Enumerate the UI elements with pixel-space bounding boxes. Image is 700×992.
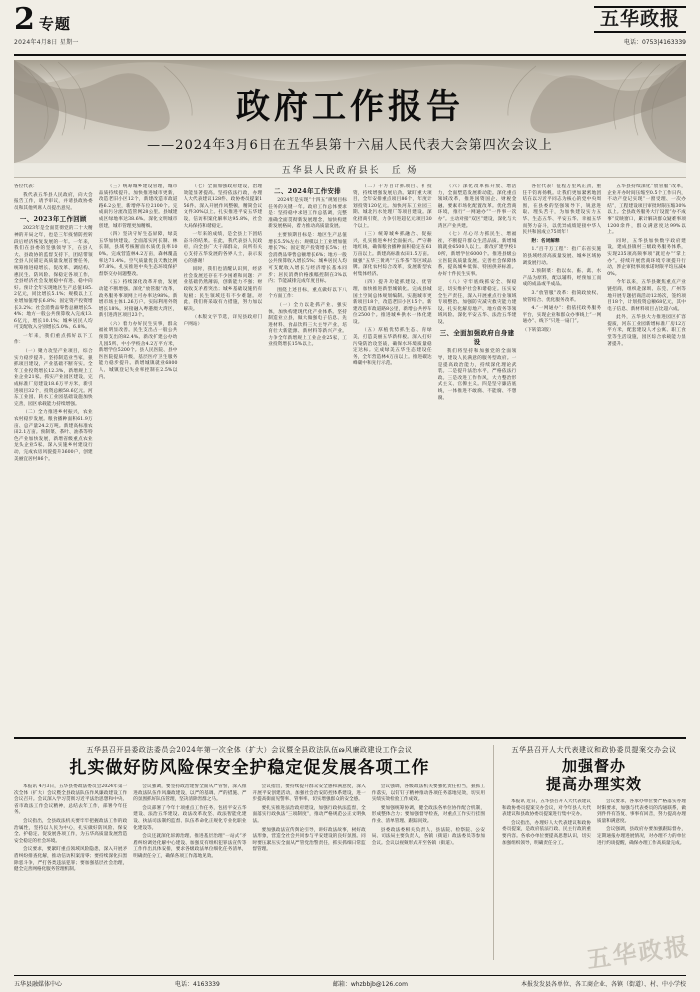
story-policy-risk xyxy=(14,745,494,960)
paragraph: （八）守牢底线抓安全、保稳定，切实维护社会和谐稳定。压实安全生产责任，深入开展重点行业领域专项整治。加强防灾减灾救灾能力建设。扎实化解房地产、地方债务等领域风险。深化平安五华、法治五华建设。 xyxy=(437,280,517,325)
article-column xyxy=(523,184,602,733)
paragraph: 要加强统筹协调，健全政法各单位协作配合机制，形成整体合力；要加强督导检查，对重点工作实行挂图作业、清单管理、跟踪问效。 xyxy=(371,805,485,824)
masthead-left xyxy=(14,2,79,46)
paragraph: （五）持续深化改革开放，发展动能不断增强。深化“放管服”改革，政务服务事项网上可办率达98%。新增市场主体1.26万户。实际利用外资增长18%。对接融入粤港澳大湾区，新引进湾区项目23个。 xyxy=(98,280,178,319)
paragraph: 此外，五华县大力推进园区扩容提质，河东工业园新增标准厂房12万平方米，配套建设人才公寓、职工食堂等生活设施，园区综合承载能力显著提升。 xyxy=(607,315,686,347)
page-footer xyxy=(14,975,686,988)
paragraph: （四）坚决守好生态屏障，绿美五华加快建设。全面落实河长制、林长制，县域考核断面水质优良率100%。完成营造林4.2万亩，森林覆盖率达71.4%。空气质量优良天数比例97.8%。扎实推进中央生态环境保护督察交办问题整改。 xyxy=(98,232,178,277)
paragraph: 一年来，我们重点抓好以下工作： xyxy=(14,333,93,346)
paragraph: 2024年是实现“十四五”规划目标任务的关键一年。政府工作总体要求是：坚持稳中求进工作总基调，完整准确全面贯彻新发展理念，加快构建新发展格局，着力推动高质量发展。 xyxy=(268,198,347,230)
story-columns xyxy=(14,784,485,952)
paragraph: 县委政法委相关负责人，县法院、检察院、公安局、司法局主要负责人，各镇（街道）政法委员等参加会议。会议以视频形式开至各镇（街道）。 xyxy=(371,827,485,846)
article-column xyxy=(438,184,517,733)
paragraph: 会议要求，各承办单位要严格落实办理时限要求，加强与代表委员的沟通联系，做到件件有答复、事事有回音，努力提高办理质量和满意度。 xyxy=(597,799,686,824)
paragraph: 会议要求，要紧盯重点领域风险隐患，深入开展矛盾纠纷排查化解，推动信访积案清零；要持续深化扫黑除恶斗争，严打各类违法犯罪；要加强基层社会治理，健全完善网格化服务管理机制。 xyxy=(14,847,128,873)
story-columns xyxy=(502,799,686,949)
article-column xyxy=(99,184,178,733)
story-column xyxy=(133,784,246,952)
issue-date: 2024年4月8日 星期一 xyxy=(14,39,79,46)
paragraph: （二）千方百计抓项目、扩投资，持续增强发展后劲。紧盯重大项目，全年安排重点项目86个，年度计划投资120亿元。加快河东工业园三期、城北污水处理厂等项目建设。深化招商引资，力争引进超亿元项目30个以上。 xyxy=(353,184,432,229)
contact-phone: 电话：0753|4163339 xyxy=(623,39,686,46)
paragraph: 1.“百千万工程”：指广东省实施的县域经济高质量发展、城乡区域协调发展行动。 xyxy=(522,247,602,266)
paragraph: 主要预期目标是：地区生产总值增长5.5%左右；规模以上工业增加值增长7%；固定资产投资增长5%；社会消费品零售总额增长6%；地方一般公共预算收入增长5%；城乡居民人均可支配收入增长与经济增长基本同步；居民消费价格涨幅控制在3%以内；节能减排完成年度目标。 xyxy=(268,232,347,285)
bottom-stories xyxy=(14,745,686,960)
paragraph: 要扎实推进法治政府建设，加强行政执法监督，全面落实行政执法“三项制度”，推动严格规范公正文明执法。 xyxy=(252,805,366,824)
paragraph: 本报讯 4月3日，五华县委政法委员会2024年第一次全体（扩大）会议暨全县政法队伍作风廉政建设工作会议召开。会议深入学习贯彻习近平法治思想和中央、省市政法工作会议精神，总结去年工作，部署今年任务。 xyxy=(14,784,128,816)
paragraph: 一年来的成绩，是全县上下团结奋斗的结果。在此，我代表县人民政府，向全县广大干部群众，向所有关心支持五华发展的各界人士，表示衷心的感谢！ xyxy=(183,232,263,264)
page-number: 2 xyxy=(14,2,35,37)
paragraph: 会议指出，要持续提升群众安全感和满意度，深入开展平安创建活动，加强社会治安防控体系建设，进一步提高街面见警率、管事率，切实增强群众的安全感。 xyxy=(252,784,366,803)
article-column xyxy=(184,184,263,733)
paragraph: 本报讯 近日，五华县召开人大代表建议和政协委员提案交办会议，对今年县人大代表建议和县政协委员提案进行集中交办。 xyxy=(502,799,591,818)
paragraph: 2.预制菜：指以农、畜、禽、水产品为原料，配以辅料，经预加工而成的成品或半成品。 xyxy=(522,269,602,288)
paragraph: 围绕上述目标，重点做好以下八个方面工作： xyxy=(268,287,347,300)
paragraph: （四）提升功能抓建设、优管理，加快推进新型城镇化。完成县城国土空间总体规划编制。实施城市更新项目18个，改造老旧小区15个。新建改造市政道路8公里，新增公共停车位2500个。推进城乡供水一体化建设。 xyxy=(353,280,432,325)
paragraph: （一）全力以赴抓产业、强实体，加快构建现代化产业体系。坚持制造业立县，做大做强电子信息、先进材料、食品饮料三大主导产业，培育壮大新能源、新材料等新兴产业。力争全年新增规上工业企业25家，工业投资增长15%以上。 xyxy=(268,302,347,348)
masthead xyxy=(0,0,700,52)
article-column xyxy=(353,184,432,733)
article-columns xyxy=(14,184,686,739)
masthead-right xyxy=(594,6,686,46)
paragraph: 会议部署了今年十项重点工作任务，包括平安五华建设、法治五华建设、政法改革攻坚、政法智能化建设、执法司法制约监督、队伍革命化正规化专业化职业化建设等。 xyxy=(133,805,247,831)
paragraph: 同时，我们也清醒认识到，经济社会发展还存在不少困难和问题：产业基础仍然薄弱，创新能力不强；财政收支矛盾突出；城乡基础设施仍有短板；民生领域还有不少难题。对此，我们将采取有力措施，努力加以解决。 xyxy=(183,267,263,312)
paragraph: （五）厚植优势抓生态、育绿美，打造美丽五华新样板。深入打好污染防治攻坚战，确保水环境质量稳定达标。完成绿美五华生态建设任务，全年营造林4万亩以上。推进碳达峰碳中和先行示范。 xyxy=(353,328,432,367)
footer-phone: 电话：4163339 xyxy=(175,981,220,988)
paragraph: （七）尽心尽力抓民生、增福祉，不断提升群众生活品质。新增城镇就业6500人以上。新改扩建学校10所，新增学位6000个。推进县级公立医院高质量发展。完善社会保障体系，提高城乡低保、特困供养标准。办好十件民生实事。 xyxy=(437,232,517,277)
story-column xyxy=(502,799,591,949)
paragraph: 同时，五华县加快数字政府建设，建成县镇村三级政务服务体系，实现235项高频事项“就近办”“掌上办”。持续开展营商环境专项提升行动，涉企审批事项承诺时限平均压减40%。 xyxy=(607,238,686,277)
story-column xyxy=(14,784,127,952)
paragraph: 会议指出，办理好人大代表建议和政协委员提案，是政府依法行政、民主行政的重要内容。各承办单位要提高思想认识，切实加强组织领导，明确责任分工。 xyxy=(502,820,591,846)
paragraph: 要加强政法宣传舆论引导，讲好政法故事，树好政法形象，营造全社会共同参与平安建设的良好氛围。同时要压紧压实全面从严管党治警责任，抓实抓细日常监督管理。 xyxy=(252,827,366,853)
story-proposal-handling xyxy=(502,745,686,960)
article-heading: 三、全面加强政府自身建设 xyxy=(439,329,515,347)
article-column xyxy=(607,184,686,733)
paragraph: 五华县持续深化“放管服”改革，企业开办时间压缩至0.5个工作日内，不动产登记实现“一窗受理、一次办结”，工程建设项目审批时限压缩30%以上。全县政务服务大厅设置“办不成事”反映窗口，累计解决群众疑难事项1200余件，群众满意度达99%以上。 xyxy=(607,184,686,236)
story-headline-line2: 提高办理实效 xyxy=(545,775,642,793)
paragraph: 我代表五华县人民政府，向大会报告工作，请予审议，并请县政协委员和其他列席人员提出意见。 xyxy=(14,192,93,211)
continuation-note: （下转第3版） xyxy=(522,327,554,333)
story-column xyxy=(253,784,366,952)
paragraph: （三）统筹城乡建设管理，城市品质持续提升。加快推进城市更新，改造老旧小区12个，新建改造市政道路6.2公里，新增停车位2100个。完成雨污分流改造管网28公里。县城建成区绿地率达38.6%。深化文明城市创建，城市管理更加精细。 xyxy=(98,184,178,229)
paragraph: 4.“一网通办”：指依托政务服务平台，实现企业和群众办事线上“一网通办”、线下“只进一扇门”。 xyxy=(522,306,602,325)
paragraph: 各位代表： xyxy=(14,184,38,189)
paragraph: 我们将坚持和加强党的全面领导，建设人民满意的服务型政府。一是提高政治能力，持续深化理论武装。二是提升法治水平，严格依法行政。三是改进工作作风，大力整治形式主义、官僚主义。四是坚守廉洁底线，一体推进不敢腐、不能腐、不想腐。 xyxy=(437,349,517,401)
paragraph: （六）着力办好民生实事，群众福祉明显改善。民生支出占一般公共预算支出的82.4%。新改扩建公办幼儿园5所、中小学校舍4.2万平方米，新增学位5200个。县人民医院、县中医医院提质升级，基层医疗卫生服务能力稳步提升。新增城镇就业6800人，城镇登记失业率控制在2.5%以内。 xyxy=(98,321,178,380)
paragraph: 会议强调，各级政法机关要强化责任担当，狠抓工作落实，以钉钉子精神推动各项任务落地见效，切实用实绩实效检验工作成效。 xyxy=(371,784,485,803)
footer-distribution: 本报发发县各单位、各工商企业、各镇（街道）、村、中小学校 xyxy=(520,981,686,988)
article-title: 政府工作报告 xyxy=(236,87,464,127)
story-kicker: 五华县召开人大代表建议和政协委员提案交办会议 xyxy=(511,746,677,754)
article-author: 五华县人民政府县长 丘 炀 xyxy=(281,166,419,176)
article-heading: 二、2024年工作安排 xyxy=(274,187,342,195)
story-column xyxy=(597,799,686,949)
paragraph: 会议强调，县政府办要加强跟踪督办，定期通报办理进展情况，对办理不力的单位进行约谈提醒，确保办理工作高质量完成。 xyxy=(597,827,686,846)
paragraph: 今年以来，五华县聚焦重点产业链招商，组织赴深圳、东莞、广州等地开展专题招商活动12场次，签约项目18个，计划投资总额68亿元，其中电子信息、新材料项目占比超六成。 xyxy=(607,280,686,312)
footer-email: 邮箱：whzbbjb@126.com xyxy=(332,981,408,988)
paragraph: （七）全面加强政府建设，治理效能显著提高。坚持依法行政，办理人大代表建议128件、政协委员提案156件。深入开展作风整顿，精简会议文件30%以上。扎实推进平安五华建设，信访积案化解率达95.8%，社会大局保持和谐稳定。 xyxy=(183,184,263,229)
paragraph: 会议还就深化诉源治理、推进基层治理“一站式”矛盾纠纷调处化解中心建设、加强反有组织犯罪法宣传等工作作出具体安排，要求各级政法单位细化任务清单，明确责任分工，确保各项工作落地见效。 xyxy=(133,834,247,859)
paragraph: （二）全力推进乡村振兴，农业农村稳步发展。粮食播种面积61.9万亩、总产量24.2万吨。新建高标准农田2.1万亩。预制菜、茶叶、油茶等特色产业加快发展，新增省级重点农业龙头企业5家。深入实施乡村建设行动，完成农房风貌提升3600户，创建美丽宜居村86个。 xyxy=(14,410,93,462)
paragraph: 会议强调，要坚持政治建警全面从严管警，深入推进政法队伍作风廉政建设，以严的基调、严的措施、严的氛围抓好队伍管理，坚决清除害群之马。 xyxy=(133,784,247,803)
footer-publisher: 五华县融媒体中心 xyxy=(14,981,63,988)
article-heading: 一、2023年工作回顾 xyxy=(19,215,87,224)
hero-banner xyxy=(14,60,686,178)
paragraph: 各位代表！征程万里风正劲，重任千钧再扬帆。让我们更加紧密地团结在以习近平同志为核心的党中央周围，在县委的坚强领导下，锐意进取、埋头苦干，为加快建设实力五华、生态五华、平安五华、幸福五华而努力奋斗，以优异成绩迎接中华人民共和国成立75周年！ xyxy=(522,184,602,236)
article-column xyxy=(14,184,93,733)
paragraph: 会议指出，全县政法机关要牢牢把握政法工作的政治属性，坚持以人民为中心，扎实做好防风险、保安全、护稳定、促发展各项工作，为五华高质量发展营造安全稳定的社会环境。 xyxy=(14,818,128,844)
section-title: 专题 xyxy=(38,15,71,33)
paragraph: （一）聚力攻坚产业项目，综合实力稳步提升。坚持制造业当家，狠抓项目建设，产业基础不断夯实。全年工业投资增长12.3%，新增规上工业企业21家。抓实产业园区建设，完成标准厂房建设18.6万平方米，新引进项目32个，投资总额58.6亿元。河东工业园、转水工业园基础设施加快完善，园区承载能力持续增强。 xyxy=(14,349,93,407)
paragraph: （三）统筹城乡抓融合、促振兴，扎实推进乡村全面振兴。严守耕地红线，确保粮食播种面积稳定在61万亩以上。新建高标准农田1.5万亩。做强“五华三黄鸡”“五华茶”等区域品牌。深化农村综合改革，发展新型农村集体经济。 xyxy=(353,232,432,277)
paragraph: 附：名词解释 xyxy=(531,238,560,244)
paragraph: （六）深化改革抓开放、增活力，全面塑造发展新动能。深化重点领域改革，推进国资国企、财税金融、要素市场化配置改革。优化营商环境，推行“一网通办”“一件事一次办”。主动对接“双区”建设，深化与大湾区产业共建。 xyxy=(437,184,517,229)
story-headline-line1: 加强督办 xyxy=(561,757,626,775)
paper-name: 五华政报 xyxy=(594,6,686,33)
article-subtitle: ——2024年3月6日在五华县第十六届人民代表大会第四次会议上 xyxy=(147,138,553,153)
watermark: 五华政报 xyxy=(584,930,692,975)
paragraph: 2023年是全面贯彻党的二十大精神的开局之年，也是三年疫情防控转段后经济恢复发展的一年。一年来，我们在县委的坚强领导下，在县人大、县政协的监督支持下，团结带领全县人民锚定高质量发展首要任务，统筹推进稳增长、促改革、调结构、惠民生、防风险、保稳定各项工作，全县经济社会发展稳中有进、稳中向好。预计全年实现地区生产总值185.2亿元，同比增长5.1%；规模以上工业增加值增长6.8%；固定资产投资增长3.2%；社会消费品零售总额增长5.4%；地方一般公共预算收入完成13.6亿元，增长10.1%；城乡居民人均可支配收入分别增长5.0%、6.8%。 xyxy=(14,226,93,331)
masthead-rule xyxy=(14,54,686,56)
article-column xyxy=(268,184,347,733)
paragraph: 3.“放管服”改革：指简政放权、放管结合、优化服务改革。 xyxy=(522,290,602,303)
story-kicker: 五华县召开县委政法委员会2024年第一次全体（扩大）会议暨全县政法队伍ణ风廉政建设工作会议 xyxy=(86,746,413,754)
story-headline: 扎实做好防风险保安全护稳定促发展各项工作 xyxy=(69,758,430,778)
paragraph: （本版文字节选，详见县政府门户网站） xyxy=(183,315,263,327)
story-column xyxy=(372,784,485,952)
